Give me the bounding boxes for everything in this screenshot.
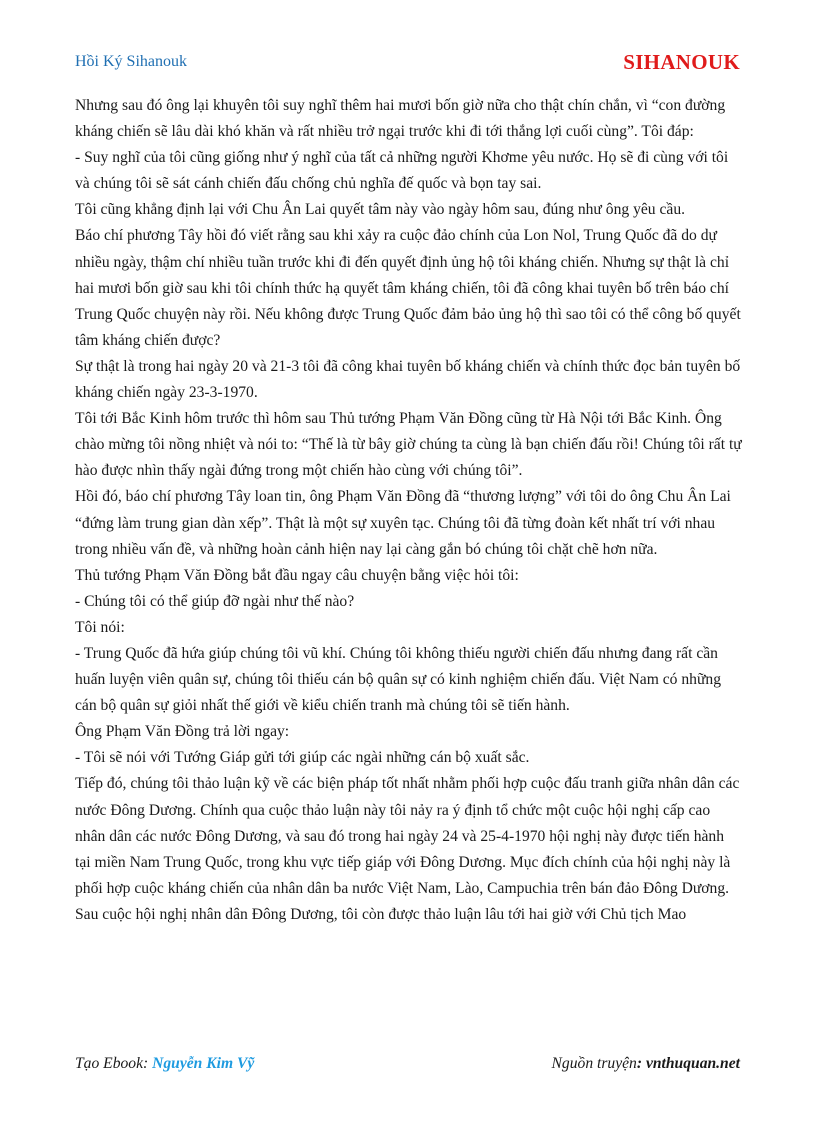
paragraph: Sau cuộc hội nghị nhân dân Đông Dương, tôi còn được thảo luận lâu tới hai giờ với Chủ tịch Mao [75, 905, 687, 923]
author-name: SIHANOUK [623, 50, 740, 74]
book-title: Hồi Ký Sihanouk [75, 53, 187, 70]
paragraph: Báo chí phương Tây hồi đó viết rằng sau khi xảy ra cuộc đảo chính của Lon Nol, Trung Quốc đã do dự nhiều ngày, thậm chí nhiều tuần trước khi đi đến quyết định ủng hộ tôi kháng chiến. Nhưng sự thật là chỉ hai mươi bốn giờ sau khi tôi chính thức hạ quyết tâm kháng chiến, tôi đã công khai tuyên bố trên báo chí Trung Quốc chuyện này rồi. Nếu không được Trung Quốc đảm bảo ủng hộ thì sao tôi có thể công bố quyết tâm kháng chiến được? [75, 227, 741, 349]
source-site: vnthuquan.net [645, 1055, 740, 1072]
paragraph: Sự thật là trong hai ngày 20 và 21-3 tôi đã công khai tuyên bố kháng chiến và chính thức đọc bản tuyên bố kháng chiến ngày 23-3-1970. [75, 357, 741, 402]
paragraph: Thủ tướng Phạm Văn Đồng bắt đầu ngay câu chuyện bằng việc hỏi tôi: [75, 566, 519, 584]
paragraph: - Suy nghĩ của tôi cũng giống như ý nghĩ của tất cả những người Khơme yêu nước. Họ sẽ đi cùng với tôi và chúng tôi sẽ sát cánh chiến đấu chống chủ nghĩa đế quốc và bọn tay sai. [75, 149, 729, 193]
ebook-label: Tạo Ebook [75, 1055, 144, 1072]
source-label: Nguồn truyện [551, 1055, 637, 1072]
paragraph: Nhưng sau đó ông lại khuyên tôi suy nghĩ thêm hai mươi bốn giờ nữa cho thật chín chắn, vì “con đường kháng chiến sẽ lâu dài khó khăn và rất nhiều trở ngại trước khi đi tới thắng lợi cuối cùng”. Tôi đáp: [75, 97, 726, 141]
paragraph: Ông Phạm Văn Đồng trả lời ngay: [75, 723, 290, 741]
ebook-separator: : [143, 1055, 153, 1072]
source-credit [552, 1055, 740, 1073]
paragraph: - Trung Quốc đã hứa giúp chúng tôi vũ khí. Chúng tôi không thiếu người chiến đấu nhưng đang rất cần huấn luyện viên quân sự, chúng tôi thiếu cán bộ quân sự có kinh nghiệm chiến đấu. Việt Nam có những cán bộ quân sự giỏi nhất thế giới về kiểu chiến tranh mà chúng tôi sẽ tiến hành. [75, 644, 722, 715]
ebook-credit [75, 1055, 254, 1073]
source-separator: : [636, 1055, 646, 1072]
paragraph: Tôi tới Bắc Kinh hôm trước thì hôm sau Thủ tướng Phạm Văn Đồng cũng từ Hà Nội tới Bắc Kinh. Ông chào mừng tôi nồng nhiệt và nói to: “Thế là từ bây giờ chúng ta cùng là bạn chiến đấu rồi! Chúng tôi rất tự hào được nhìn thấy ngài đứng trong một chiến hào cùng với chúng tôi”. [75, 410, 742, 480]
page-footer [75, 1055, 740, 1077]
page-body [75, 93, 743, 928]
paragraph: Tiếp đó, chúng tôi thảo luận kỹ về các biện pháp tốt nhất nhằm phối hợp cuộc đấu tranh giữa nhân dân các nước Đông Dương. Chính qua cuộc thảo luận này tôi nảy ra ý định tổ chức một cuộc hội nghị cấp cao nhân dân các nước Đông Dương, và sau đó trong hai ngày 24 và 25-4-1970 hội nghị này được tiến hành tại miền Nam Trung Quốc, trong khu vực tiếp giáp với Đông Dương. Mục đích chính của hội nghị này là phối hợp cuộc kháng chiến của nhân dân ba nước Việt Nam, Lào, Campuchia trên bán đảo Đông Dương. [75, 775, 740, 897]
paragraph: - Tôi sẽ nói với Tướng Giáp gửi tới giúp các ngài những cán bộ xuất sắc. [75, 749, 530, 767]
paragraph: - Chúng tôi có thể giúp đỡ ngài như thế nào? [75, 592, 355, 610]
ebook-author: Nguyễn Kim Vỹ [152, 1055, 255, 1072]
paragraph: Tôi nói: [75, 618, 125, 636]
paragraph: Hồi đó, báo chí phương Tây loan tin, ông Phạm Văn Đồng đã “thương lượng” với tôi do ông Chu Ân Lai “đứng làm trung gian dàn xếp”. Thật là một sự xuyên tạc. Chúng tôi đã từng đoàn kết nhất trí với nhau trong nhiều vấn đề, và những hoàn cảnh hiện nay lại càng gắn bó chúng tôi chặt chẽ hơn nữa. [75, 488, 731, 558]
paragraph: Tôi cũng khẳng định lại với Chu Ân Lai quyết tâm này vào ngày hôm sau, đúng như ông yêu cầu. [75, 201, 686, 219]
page-header [75, 50, 740, 76]
